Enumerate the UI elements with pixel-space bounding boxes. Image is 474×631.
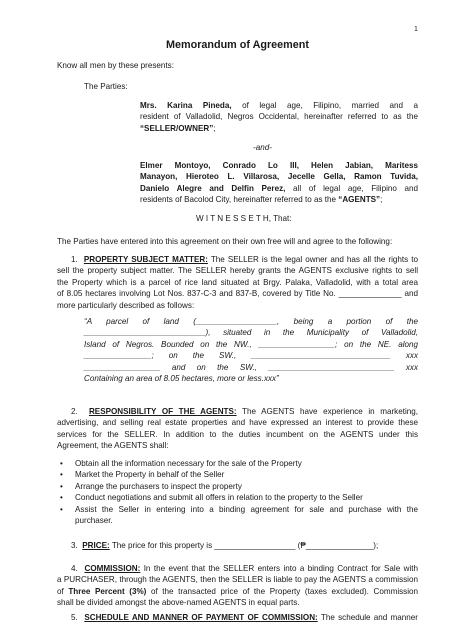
section-4-heading: COMMISSION: [84,564,141,573]
section-payment-schedule: 5. SCHEDULE AND MANNER OF PAYMENT OF COMMISSION: The schedule and manner [71,613,418,622]
document-title: Memorandum of Agreement [166,39,309,51]
section-1-heading: PROPERTY SUBJECT MATTER: [83,255,208,264]
parties-label: The Parties: [84,82,128,91]
agents-party-block: Elmer Montoyo, Conrado Lo III, Helen Jabian, Maritess Manayon, Hieroteo L. Villarosa, Jecelle Gella, Ramon Tuvida, Danielo Alegre and Delfin Perez, all of legal age, Filipino and residents of Bacolod City, hereinafter referred to as the “AGENTS”; [140,161,419,205]
intro-line: Know all men by these presents: [57,61,174,70]
list-item: • Assist the Seller in entering into a binding agreement for sale and purchase with the [57,504,418,515]
agents-role: “AGENTS” [338,195,381,205]
list-item: • Obtain all the information necessary for the sale of the Property [57,458,418,469]
duty-continuation: purchaser. [75,516,113,525]
property-description-quote: “A parcel of land (__________________, being a portion of the ___________________________), situated in the Municipality of Valladolid, Island of Negros. Bounded on the NW., _________________; on the NE. along _______________; on the SW., _______________________________ xxx _________________ and on the SW., ____________________________ xxx Containing an area of 8.05 hectares, more or less.xxx” [84,317,418,384]
seller-party-block: Mrs. Karina Pineda, of legal age, Filipino, married and a resident of Valladolid, Negros Occidental, hereinafter referred to as the “SELLER/OWNER”; [140,101,418,133]
section-price: 3. PRICE: The price for this property is __________________ (₱_______________); [71,541,379,550]
section-2-heading: RESPONSIBILITY OF THE AGENTS: [88,407,237,416]
section-property-subject-matter: 1. PROPERTY SUBJECT MATTER: The SELLER is the legal owner and has all the rights to sell the property subject matter. The SELLER hereby grants the AGENTS exclusive rights to sell the Property which is a parcel of rice land situated at Brgy. Palaka, Valladolid, with a total area of 8.05 hectares involving Lot Nos. 837-C-3 and 837-B, covered by Title No. ______________ and more particularly described as follows: [57,255,418,310]
witnesseth-heading: W I T N E S S E T H, That: [196,214,292,223]
section-5-heading: SCHEDULE AND MANNER OF PAYMENT OF COMMISSION: [84,613,318,622]
list-item: • Market the Property in behalf of the Seller [57,469,418,480]
list-item: • Conduct negotiations and submit all offers in relation to the property to the Seller [57,492,418,503]
section-3-heading: PRICE: [82,541,110,550]
seller-role: “SELLER/OWNER” [140,123,214,133]
preamble: The Parties have entered into this agreement on their own free will and agree to the following: [57,237,393,246]
agent-duties-list [57,458,418,515]
section-commission: 4. COMMISSION: In the event that the SELLER enters into a binding Contract for Sale with a PURCHASER, through the AGENTS, then the SELLER is liable to pay the AGENTS a commission of Three Percent (3%) of the transacted price of the Property (taxes excluded). Commission shall be divided amongst the above-named AGENTS in equal parts. [57,564,419,608]
page-number: 1 [414,26,418,33]
list-item: • Arrange the purchasers to inspect the property [57,481,418,492]
seller-name: Mrs. Karina Pineda, [140,101,232,110]
and-separator: -and- [253,143,272,152]
section-responsibility-of-agents: 2. RESPONSIBILITY OF THE AGENTS: The AGENTS have experience in marketing, advertising, and selling real estate properties and have expressed an interest to provide these services for the SELLER. In addition to the duties incumbent on the AGENTS under this Agreement, the AGENTS shall: [57,407,419,451]
commission-rate: Three Percent (3%) [68,586,147,596]
